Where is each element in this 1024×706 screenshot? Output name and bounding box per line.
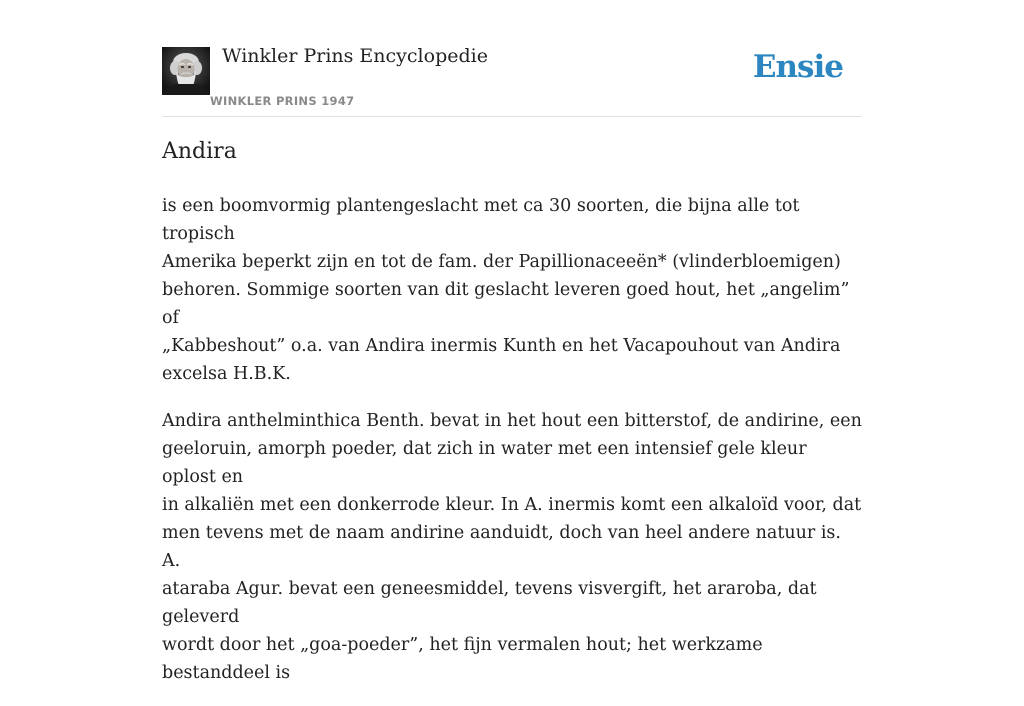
article-paragraph-2: Andira anthelminthica Benth. bevat in het hout een bitterstof, de andirine, een geeloruin, amorph poeder, dat zich in water met een intensief gele kleur oplost en in alkaliën met een donkerrode kleur. In A. inermis komt een alkaloïd voor, dat men tevens met de naam andirine aanduidt, doch van heel andere natuur is. A. ataraba Agur. bevat een geneesmiddel, tevens visvergift, het araroba, dat geleverd wordt door het „goa-poeder”, het fijn vermalen hout; het werkzame bestanddeel is bbox=[162, 411, 862, 683]
article-body bbox=[162, 192, 862, 706]
article-title: Andira bbox=[162, 139, 237, 164]
source-avatar-icon[interactable] bbox=[162, 47, 210, 95]
source-title[interactable]: Winkler Prins Encyclopedie bbox=[222, 45, 488, 67]
source-subtitle[interactable]: WINKLER PRINS 1947 bbox=[210, 94, 355, 108]
article-paragraph-1: is een boomvormig plantengeslacht met ca 30 soorten, die bijna alle tot tropisch Amerika beperkt zijn en tot de fam. der Papillionaceeën* (vlinderbloemigen) behoren. Sommige soorten van dit geslacht leveren goed hout, het „angelim” of „Kabbeshout” o.a. van Andira inermis Kunth en het Vacapouhout van Andira excelsa H.B.K. bbox=[162, 196, 850, 384]
ensie-logo-link[interactable]: Ensie bbox=[752, 49, 843, 85]
source-header bbox=[162, 0, 862, 117]
